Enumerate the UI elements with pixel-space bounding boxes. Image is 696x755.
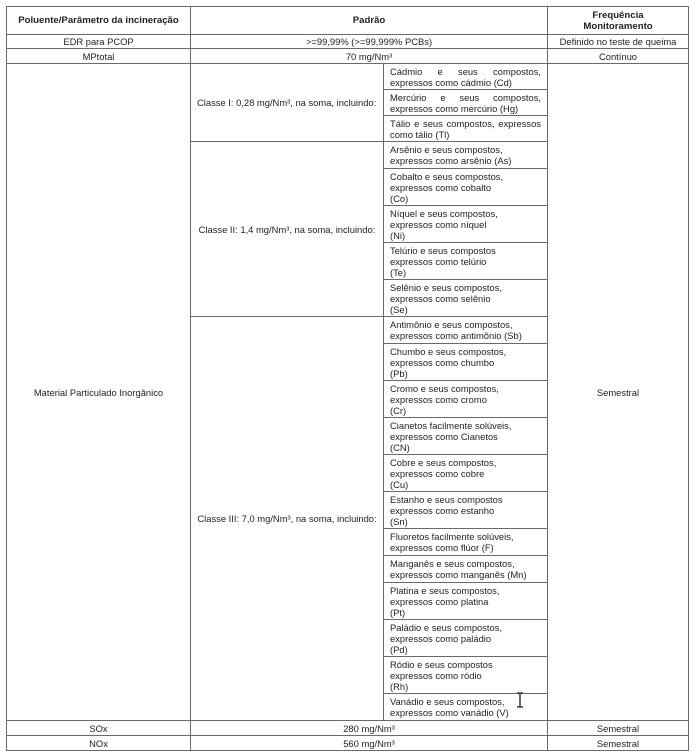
list-item: [384, 317, 548, 344]
list-item-text: Cromo e seus compostos, expressos como cromo (Cr): [390, 382, 499, 416]
frequency-edr: Definido no teste de queima: [548, 35, 689, 49]
header-frequency-line1: Frequência: [592, 9, 644, 21]
list-item: [384, 418, 548, 455]
list-item-text: Fluoretos facilmente solúveis, expressos como flúor (F): [390, 531, 514, 553]
frequency-nox: Semestral: [548, 736, 689, 751]
list-item: [384, 620, 548, 657]
list-item-text: Telúrio e seus compostos expressos como telúrio (Te): [390, 244, 496, 278]
table-row: [7, 64, 689, 90]
list-item-text: Selênio e seus compostos, expressos como selênio (Se): [390, 281, 503, 315]
list-item: [384, 529, 548, 556]
list-item-text: Cianetos facilmente solúveis, expressos como Cianetos (CN): [390, 419, 512, 453]
standard-nox: 560 mg/Nm³: [191, 736, 548, 751]
list-item: [384, 243, 548, 280]
class-2-label: Classe II: 1,4 mg/Nm³, na soma, incluindo:: [191, 142, 384, 317]
header-standard: Padrão: [191, 7, 548, 35]
list-item: [384, 206, 548, 243]
param-nox: NOx: [7, 736, 191, 751]
param-inorganic: Material Particulado Inorgânico: [7, 64, 191, 721]
list-item: [384, 492, 548, 529]
list-item-text: Antimônio e seus compostos, expressos como antimônio (Sb): [390, 319, 522, 341]
list-item-text: Níquel e seus compostos, expressos como níquel (Ni): [390, 207, 498, 241]
header-frequency-line2: Monitoramento: [583, 20, 653, 32]
frequency-sox: Semestral: [548, 721, 689, 736]
list-item-text: Cobre e seus compostos, expressos como cobre (Cu): [390, 456, 497, 490]
list-item: [384, 280, 548, 317]
list-item-text: Paládio e seus compostos, expressos como paládio (Pd): [390, 621, 503, 655]
list-item-text: Vanádio e seus compostos, expressos como vanádio (V): [390, 696, 509, 718]
list-item-text: Ródio e seus compostos expressos como ródio (Rh): [390, 658, 493, 692]
emission-standards-table: [6, 6, 689, 751]
class-3-label: Classe III: 7,0 mg/Nm³, na soma, incluindo:: [191, 317, 384, 721]
list-item: [384, 556, 548, 583]
list-item-text: Cobalto e seus compostos, expressos como cobalto (Co): [390, 170, 504, 204]
list-item-text: Estanho e seus compostos expressos como estanho (Sn): [390, 493, 503, 527]
table-row: [7, 736, 689, 751]
header-frequency: [548, 7, 689, 35]
table-row: [7, 721, 689, 736]
list-item: Tálio e seus compostos, expressos como tálio (Tl): [384, 116, 548, 142]
header-parameter: Poluente/Parâmetro da incineração: [7, 7, 191, 35]
frequency-mp: Contínuo: [548, 49, 689, 64]
list-item: [384, 657, 548, 694]
list-item-text: Arsênio e seus compostos, expressos como arsênio (As): [390, 144, 512, 166]
frequency-inorganic: Semestral: [548, 64, 689, 721]
list-item: [384, 455, 548, 492]
standard-mp: 70 mg/Nm³: [191, 49, 548, 64]
list-item: [384, 583, 548, 620]
table-row: [7, 49, 689, 64]
list-item: [384, 142, 548, 169]
list-item: [384, 344, 548, 381]
list-item: Mercúrio e seus compostos, expressos como mercúrio (Hg): [384, 90, 548, 116]
list-item: [384, 169, 548, 206]
param-edr: EDR para PCOP: [7, 35, 191, 49]
table-row: [7, 35, 689, 49]
param-mp: MPtotal: [7, 49, 191, 64]
list-item: Cádmio e seus compostos, expressos como cádmio (Cd): [384, 64, 548, 90]
standard-sox: 280 mg/Nm³: [191, 721, 548, 736]
param-sox: SOx: [7, 721, 191, 736]
list-item-text: Chumbo e seus compostos, expressos como chumbo (Pb): [390, 345, 507, 379]
list-item: [384, 381, 548, 418]
text-cursor-icon: [515, 692, 525, 708]
list-item-text: Platina e seus compostos, expressos como platina (Pt): [390, 584, 500, 618]
header-row: [7, 7, 689, 35]
standard-edr: >=99,99% (>=99,999% PCBs): [191, 35, 548, 49]
list-item-text: Manganês e seus compostos, expressos como manganês (Mn): [390, 558, 527, 580]
class-1-label: Classe I: 0,28 mg/Nm³, na soma, incluindo:: [191, 64, 384, 142]
